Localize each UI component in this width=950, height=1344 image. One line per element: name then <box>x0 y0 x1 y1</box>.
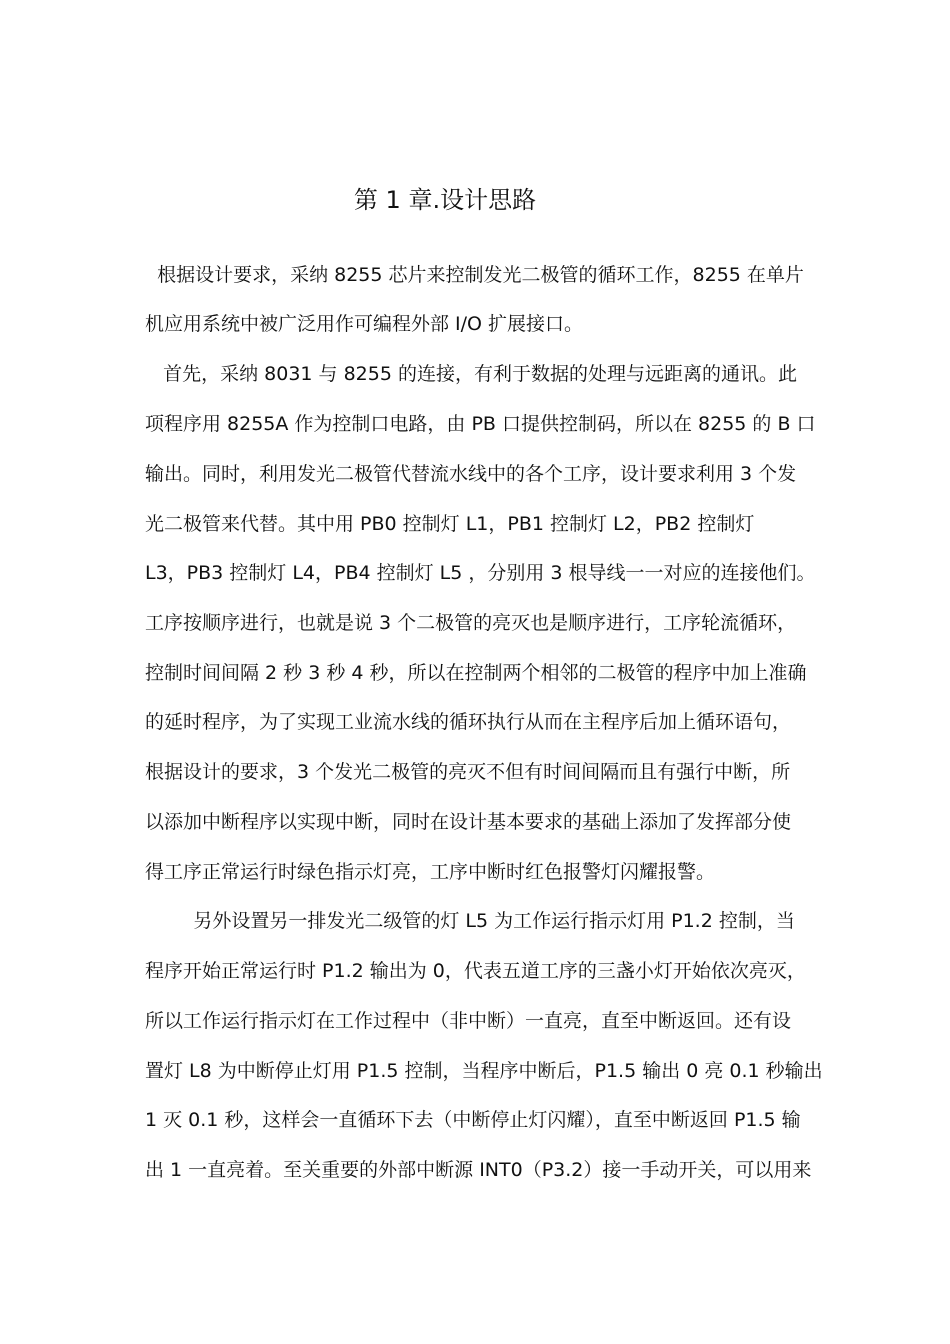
body-text-line: 输出。同时，利用发光二极管代替流水线中的各个工序，设计要求利用 3 个发 <box>145 463 797 485</box>
body-text-line: 程序开始正常运行时 P1.2 输出为 0，代表五道工序的三盏小灯开始依次亮灭， <box>145 960 806 982</box>
body-text-line: 置灯 L8 为中断停止灯用 P1.5 控制，当程序中断后，P1.5 输出 0 亮 0.1 秒输出 <box>145 1060 823 1082</box>
body-text-line: L3，PB3 控制灯 L4，PB4 控制灯 L5 ，分别用 3 根导线一一对应的连接他们。 <box>145 562 816 584</box>
body-text-line: 出 1 一直亮着。至关重要的外部中断源 INT0（P3.2）接一手动开关，可以用来 <box>145 1159 812 1181</box>
body-text-line: 工序按顺序进行，也就是说 3 个二极管的亮灭也是顺序进行，工序轮流循环， <box>145 612 797 634</box>
body-text-line: 另外设置另一排发光二级管的灯 L5 为工作运行指示灯用 P1.2 控制，当 <box>145 910 795 932</box>
body-text-line: 的延时程序，为了实现工业流水线的循环执行从而在主程序后加上循环语句， <box>145 711 792 733</box>
body-text-line: 根据设计要求，采纳 8255 芯片来控制发光二极管的循环工作，8255 在单片 <box>145 264 804 286</box>
body-text-line: 控制时间间隔 2 秒 3 秒 4 秒，所以在控制两个相邻的二极管的程序中加上准确 <box>145 662 807 684</box>
body-text-line: 得工序正常运行时绿色指示灯亮，工序中断时红色报警灯闪耀报警。 <box>145 861 716 883</box>
body-text-line: 机应用系统中被广泛用作可编程外部 I/O 扩展接口。 <box>145 313 584 335</box>
body-text-line: 1 灭 0.1 秒，这样会一直循环下去（中断停止灯闪耀），直至中断返回 P1.5 输 <box>145 1109 801 1131</box>
body-text-line: 首先，采纳 8031 与 8255 的连接，有利于数据的处理与远距离的通讯。此 <box>145 363 797 385</box>
chapter-title: 第 1 章.设计思路 <box>353 186 537 214</box>
body-text-line: 以添加中断程序以实现中断，同时在设计基本要求的基础上添加了发挥部分使 <box>145 811 792 833</box>
body-text-line: 项程序用 8255A 作为控制口电路，由 PB 口提供控制码，所以在 8255 的 B 口 <box>145 413 816 435</box>
body-text-line: 根据设计的要求，3 个发光二极管的亮灭不但有时间间隔而且有强行中断，所 <box>145 761 791 783</box>
body-text-line: 所以工作运行指示灯在工作过程中（非中断）一直亮，直至中断返回。还有设 <box>145 1010 792 1032</box>
body-text-line: 光二极管来代替。其中用 PB0 控制灯 L1，PB1 控制灯 L2，PB2 控制灯 <box>145 513 755 535</box>
